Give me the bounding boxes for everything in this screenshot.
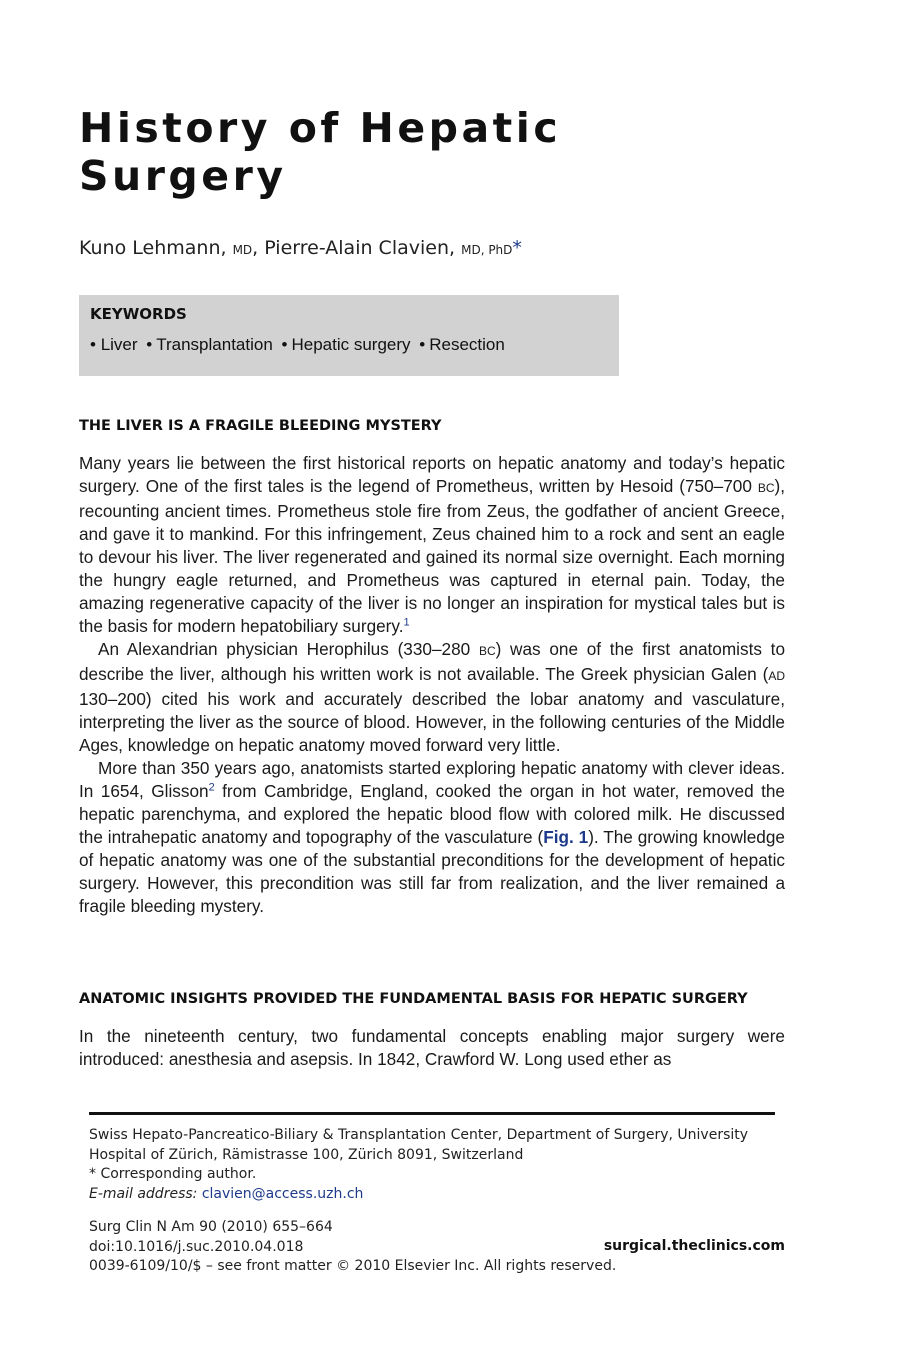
corresponding-author-mark[interactable]: * (512, 237, 522, 259)
keyword: Hepatic surgery (291, 335, 411, 354)
text-run: 130–200) cited his work and accurately described the lobar anatomy and vasculature, interpreting the liver as the source of blood. However, in the following centuries of the Middle Ages, knowledge on hepatic anatomy moved forward very little. (79, 689, 785, 755)
section-body (79, 452, 785, 918)
journal-website[interactable]: surgical.theclinics.com (603, 1238, 785, 1254)
text-run: Many years lie between the first historical reports on hepatic anatomy and today’s hepatic surgery. One of the first tales is the legend of Prometheus, written by Hesoid (750–700 (79, 453, 785, 496)
paragraph (79, 757, 785, 918)
author-list: Kuno Lehmann, MD, Pierre-Alain Clavien, MD, PhD* (79, 237, 522, 259)
email-link[interactable]: clavien@access.uzh.ch (201, 1185, 364, 1202)
era-abbrev: AD (768, 669, 785, 683)
paragraph (79, 638, 785, 757)
copyright: 0039-6109/10/$ – see front matter © 2010 Elsevier Inc. All rights reserved. (89, 1258, 617, 1274)
corresponding-note: * Corresponding author. (89, 1166, 257, 1182)
keywords-list (90, 335, 505, 355)
email-line (89, 1185, 785, 1205)
article-title (79, 104, 639, 200)
section-heading: THE LIVER IS A FRAGILE BLEEDING MYSTERY (79, 418, 442, 434)
title-line-1: History of Hepatic (79, 104, 562, 152)
keywords-heading: KEYWORDS (90, 305, 187, 323)
author-name: Kuno Lehmann, (79, 237, 227, 259)
bullet: • (90, 335, 96, 354)
figure-link[interactable]: Fig. 1 (543, 827, 589, 847)
era-abbrev: BC (757, 481, 775, 495)
keywords-box (79, 295, 619, 376)
author-degree: MD, PhD (461, 243, 513, 257)
bullet: • (281, 335, 288, 354)
email-label: E-mail address: (89, 1185, 198, 1202)
affiliation: Swiss Hepato-Pancreatico-Biliary & Transplantation Center, Department of Surgery, University Hospital of Zürich, Rämistrasse 100, Zürich 8091, Switzerland (89, 1127, 749, 1163)
keyword: Resection (429, 335, 505, 354)
footnote-divider (89, 1112, 775, 1115)
text-run: ), recounting ancient times. Prometheus stole fire from Zeus, the godfather of ancient Greece, and gave it to mankind. For this infringement, Zeus chained him to a rock and sent an eagle to devour his liver. The liver regenerated and gained its normal size overnight. Each morning the hungry eagle returned, and Prometheus was captured in eternal pain. Today, the amazing regenerative capacity of the liver is no longer an inspiration for mystical tales but is the basis for modern hepatobiliary surgery. (79, 476, 785, 636)
title-line-2: Surgery (79, 152, 287, 200)
bullet: • (419, 335, 426, 354)
paragraph: In the nineteenth century, two fundamental concepts enabling major surgery were introduced: anesthesia and asepsis. In 1842, Crawford W. Long used ether as (79, 1026, 785, 1069)
keyword: Liver (100, 335, 138, 354)
paragraph (79, 452, 785, 638)
reference-link[interactable]: 1 (403, 616, 410, 629)
journal-citation: Surg Clin N Am 90 (2010) 655–664 (89, 1219, 333, 1235)
reference-link[interactable]: 2 (208, 781, 215, 794)
era-abbrev: BC (478, 644, 496, 658)
text-run: More than 350 years ago, anatomists started exploring hepatic anatomy with clever ideas. In 1654, Glisson (79, 758, 785, 801)
doi[interactable]: doi:10.1016/j.suc.2010.04.018 (89, 1238, 304, 1255)
author-name: Pierre-Alain Clavien, (264, 237, 456, 259)
keyword: Transplantation (156, 335, 273, 354)
text-run: ) was one of the first anatomists to describe the liver, although his written work is not available. The Greek physician Galen ( (79, 639, 786, 684)
text-run: ). The growing knowledge of hepatic anatomy was one of the substantial preconditions for the development of hepatic surgery. However, this precondition was still far from realization, and the liver remained a fragile bleeding mystery. (79, 827, 785, 916)
footnote-block (89, 1126, 785, 1204)
section-heading: ANATOMIC INSIGHTS PROVIDED THE FUNDAMENTAL BASIS FOR HEPATIC SURGERY (79, 991, 748, 1007)
section-body (79, 1025, 785, 1071)
bullet: • (146, 335, 153, 354)
author-degree: MD (232, 243, 253, 257)
text-run: An Alexandrian physician Herophilus (330–280 (98, 639, 479, 659)
text-run: from Cambridge, England, cooked the organ in hot water, removed the hepatic parenchyma, and explored the hepatic blood flow with colored milk. He discussed the intrahepatic anatomy and topography of the vasculature ( (79, 781, 785, 847)
